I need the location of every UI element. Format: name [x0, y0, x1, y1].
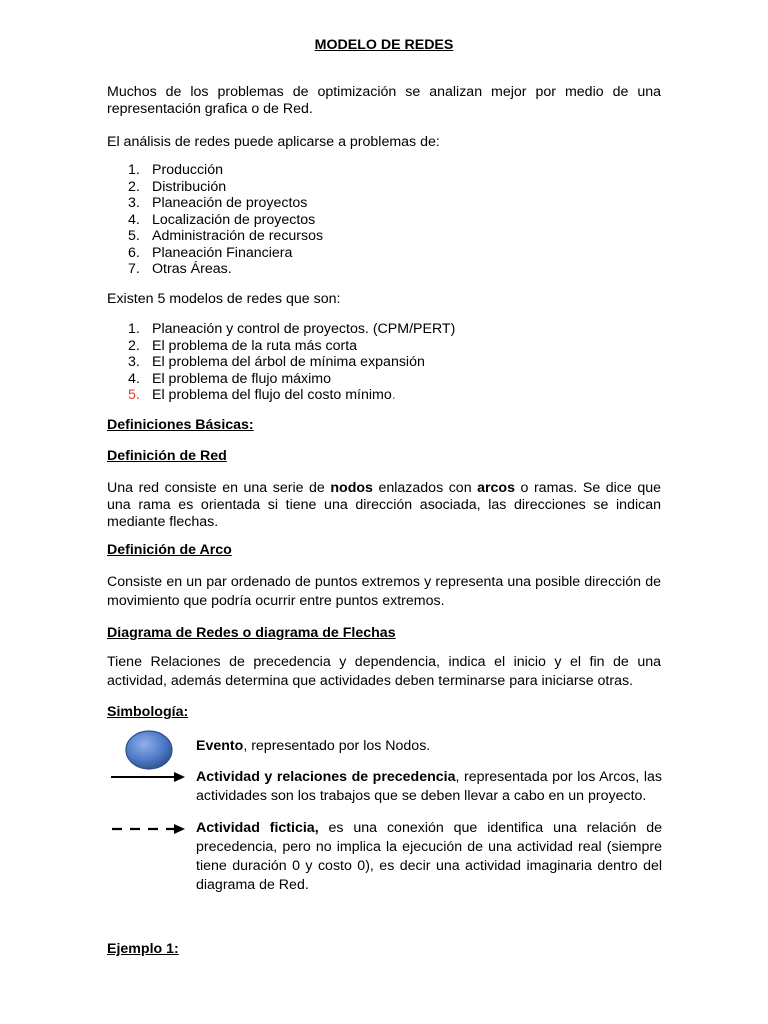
symbology-heading: Simbología:	[107, 704, 189, 720]
applications-list	[128, 162, 648, 278]
arco-definition-heading: Definición de Arco	[107, 542, 232, 558]
list-item: 4. Localización de proyectos	[128, 211, 316, 228]
models-intro: Existen 5 modelos de redes que son:	[107, 291, 341, 307]
models-list	[128, 321, 648, 404]
applications-intro: El análisis de redes puede aplicarse a problemas de:	[107, 134, 440, 150]
list-item: 3. Planeación de proyectos	[128, 195, 308, 211]
arco-definition-text: Consiste en un par ordenado de puntos extremos y representa una posible dirección de movimiento que podría ocurrir entre puntos extremos.	[107, 574, 661, 609]
list-item: 3. El problema del árbol de mínima expansión	[128, 354, 425, 370]
list-item: 7. Otras Áreas.	[128, 261, 232, 277]
page-title: MODELO DE REDES	[314, 37, 454, 53]
diagram-text: Tiene Relaciones de precedencia y dependencia, indica el inicio y el fin de una actividad, además determina que actividades deben terminarse para iniciarse otras.	[107, 654, 661, 689]
basic-definitions-heading: Definiciones Básicas:	[107, 417, 254, 433]
list-item: 5. El problema del flujo del costo mínimo.	[128, 387, 396, 403]
red-definition-heading: Definición de Red	[107, 448, 227, 464]
list-item: 5. Administración de recursos	[128, 228, 324, 244]
event-description: Evento, representado por los Nodos.	[196, 738, 431, 754]
list-item: 1. Planeación y control de proyectos. (CPM/PERT)	[128, 321, 456, 337]
dummy-activity-arrow-icon	[110, 822, 186, 836]
red-definition-text: Una red consiste en una serie de nodos enlazados con arcos o ramas. Se dice que una rama es orientada si tiene una dirección asociada, las direcciones se indican mediante flechas.	[107, 480, 661, 530]
list-item: 2. El problema de la ruta más corta	[128, 337, 358, 354]
dummy-activity-description: Actividad ficticia, es una conexión que identifica una relación de precedencia, pero no implica la ejecución de una actividad real (siempre tiene duración 0 y costo 0), es decir una actividad imaginaria dentro del diagrama de Red.	[196, 820, 662, 893]
list-item: 4. El problema de flujo máximo	[128, 370, 331, 387]
list-item: 2. Distribución	[128, 178, 227, 195]
intro-paragraph: Muchos de los problemas de optimización se analizan mejor por medio de una representación grafica o de Red.	[107, 84, 661, 117]
list-item: 6. Planeación Financiera	[128, 244, 293, 261]
event-node-icon	[123, 728, 175, 772]
list-item: 1. Producción	[128, 162, 223, 178]
activity-arrow-icon	[110, 770, 186, 784]
activity-description: Actividad y relaciones de precedencia, representada por los Arcos, las actividades son los trabajos que se deben llevar a cabo en un proyecto.	[196, 769, 662, 804]
example-heading: Ejemplo 1:	[107, 941, 179, 957]
diagram-heading: Diagrama de Redes o diagrama de Flechas	[107, 625, 396, 641]
